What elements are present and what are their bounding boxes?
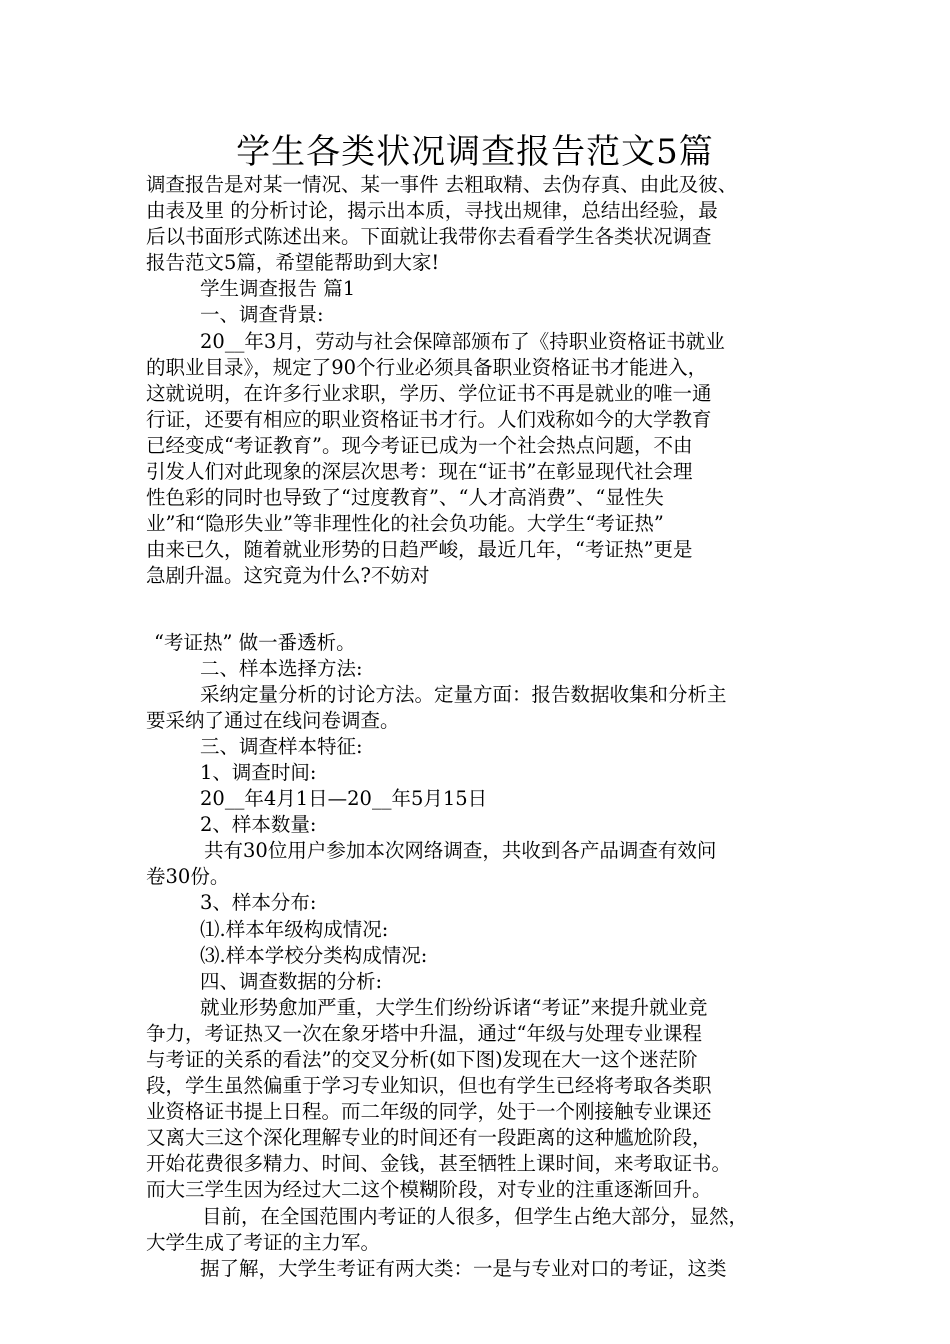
paragraph-line: “考证热” 做一番透析。 <box>154 630 356 654</box>
section-heading: 四、调查数据的分析: <box>200 969 383 993</box>
paragraph-line: 引发人们对此现象的深层次思考：现在“证书”在彰显现代社会理 <box>146 460 693 484</box>
paragraph-line: 20__年4月1日—20__年5月15日 <box>200 787 488 811</box>
subsection-heading: 3、样本分布: <box>200 891 317 915</box>
paragraph-line: 报告范文5篇，希望能帮助到大家! <box>146 251 440 275</box>
paragraph-line: 大学生成了考证的主力军。 <box>146 1230 381 1254</box>
section-heading: 二、样本选择方法: <box>200 656 363 680</box>
paragraph-line: 卷30份。 <box>146 865 230 889</box>
section-heading: 一、调查背景: <box>200 303 324 327</box>
paragraph-line: 这就说明，在许多行业求职，学历、学位证书不再是就业的唯一通 <box>146 381 712 405</box>
paragraph-line: 调查报告是对某一情况、某一事件 去粗取精、去伪存真、由此及彼、 <box>146 173 738 196</box>
paragraph-line: 与考证的关系的看法”的交叉分析(如下图)发现在大一这个迷茫阶 <box>146 1048 698 1071</box>
document-title: 学生各类状况调查报告范文5篇 <box>236 132 714 172</box>
paragraph-line: 共有30位用户参加本次网络调查，共收到各产品调查有效问 <box>204 839 717 863</box>
paragraph-line: 业资格证书提上日程。而二年级的同学，处于一个刚接触专业课还 <box>146 1100 712 1124</box>
paragraph-line: 目前，在全国范围内考证的人很多，但学生占绝大部分，显然， <box>202 1204 749 1228</box>
paragraph-line: 要采纳了通过在线问卷调查。 <box>146 708 400 732</box>
paragraph-line: 后以书面形式陈述出来。下面就让我带你去看看学生各类状况调查 <box>146 225 712 249</box>
paragraph-line: 的职业目录》，规定了90个行业必须具备职业资格证书才能进入， <box>146 355 708 379</box>
paragraph-line: 已经变成“考证教育”。现今考证已成为一个社会热点问题，不由 <box>146 433 693 457</box>
paragraph-line: 行证，还要有相应的职业资格证书才行。人们戏称如今的大学教育 <box>146 407 712 431</box>
section-heading: 三、调查样本特征: <box>200 734 363 758</box>
paragraph-line: 就业形势愈加严重，大学生们纷纷诉诸“考证”来提升就业竞 <box>200 995 708 1019</box>
paragraph-line: 又离大三这个深化理解专业的时间还有一段距离的这种尴尬阶段， <box>146 1126 712 1150</box>
paragraph-line: 20__年3月，劳动与社会保障部颁布了《持职业资格证书就业 <box>200 329 725 353</box>
paragraph-line: 争力，考证热又一次在象牙塔中升温，通过“年级与处理专业课程 <box>146 1021 702 1045</box>
list-item: ⑴.样本年级构成情况: <box>200 917 389 941</box>
paragraph-line: 采纳定量分析的讨论方法。定量方面：报告数据收集和分析主 <box>200 682 727 706</box>
subsection-heading: 2、样本数量: <box>200 813 317 837</box>
paragraph-line: 由表及里 的分析讨论，揭示出本质，寻找出规律，总结出经验，最 <box>146 199 718 223</box>
document-body <box>146 172 806 1282</box>
paragraph-line: 开始花费很多精力、时间、金钱，甚至牺牲上课时间，来考取证书。 <box>146 1152 732 1176</box>
paragraph-line: 据了解，大学生考证有两大类：一是与专业对口的考证，这类 <box>200 1256 727 1280</box>
paragraph-line: 性色彩的同时也导致了“过度教育”、“人才高消费”、“显性失 <box>146 486 664 510</box>
paragraph-line: 业”和“隐形失业”等非理性化的社会负功能。大学生“考证热” <box>146 512 664 536</box>
paragraph-line: 急剧升温。这究竟为什么?不妨对 <box>146 564 430 588</box>
paragraph-gap <box>146 590 806 630</box>
section-heading: 学生调查报告 篇1 <box>200 277 356 301</box>
paragraph-line: 而大三学生因为经过大二这个模糊阶段，对专业的注重逐渐回升。 <box>146 1178 712 1202</box>
subsection-heading: 1、调查时间: <box>200 760 317 784</box>
paragraph-line: 由来已久，随着就业形势的日趋严峻，最近几年，“考证热”更是 <box>146 538 693 562</box>
paragraph-line: 段，学生虽然偏重于学习专业知识，但也有学生已经将考取各类职 <box>146 1074 712 1098</box>
list-item: ⑶.样本学校分类构成情况: <box>200 943 428 967</box>
